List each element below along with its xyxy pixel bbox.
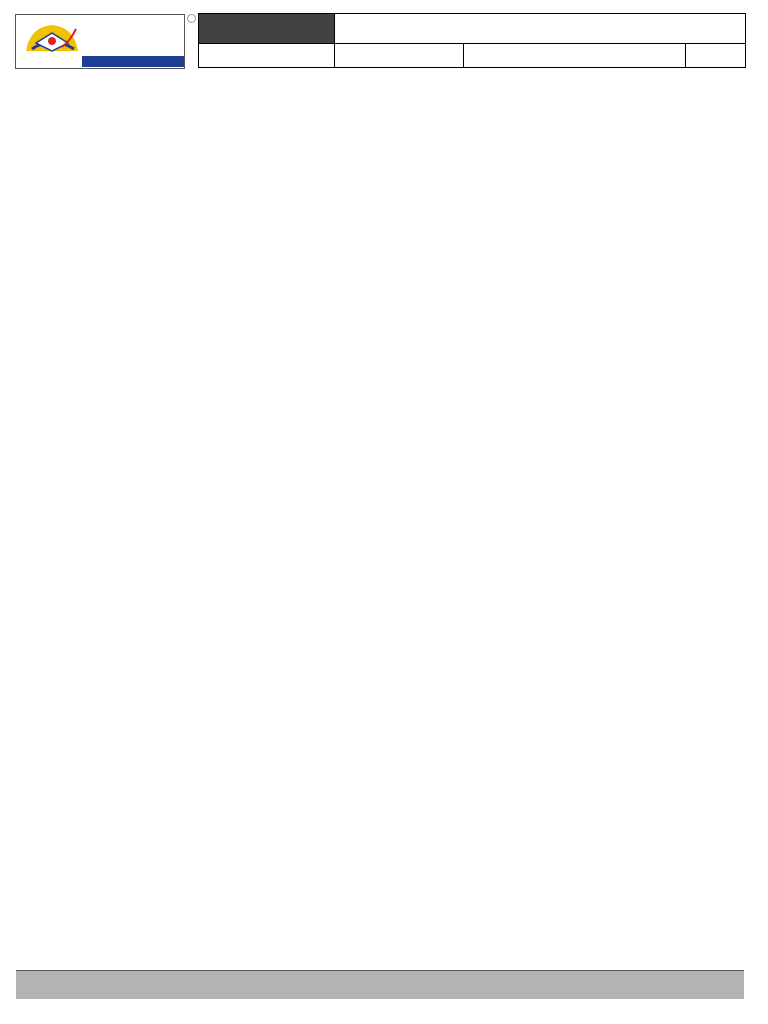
key-number — [685, 43, 746, 68]
legend — [24, 632, 28, 645]
response-sheet-title — [334, 13, 746, 44]
stream-label — [198, 13, 335, 44]
target-banner — [16, 970, 744, 999]
student-name — [334, 43, 464, 68]
form-number — [198, 43, 335, 68]
logo-emblem-icon — [22, 21, 82, 65]
radio-circle-icon — [187, 14, 196, 23]
logo-name — [82, 17, 184, 43]
test-date — [463, 43, 686, 68]
logo-city — [82, 56, 184, 67]
allen-logo — [15, 14, 185, 69]
